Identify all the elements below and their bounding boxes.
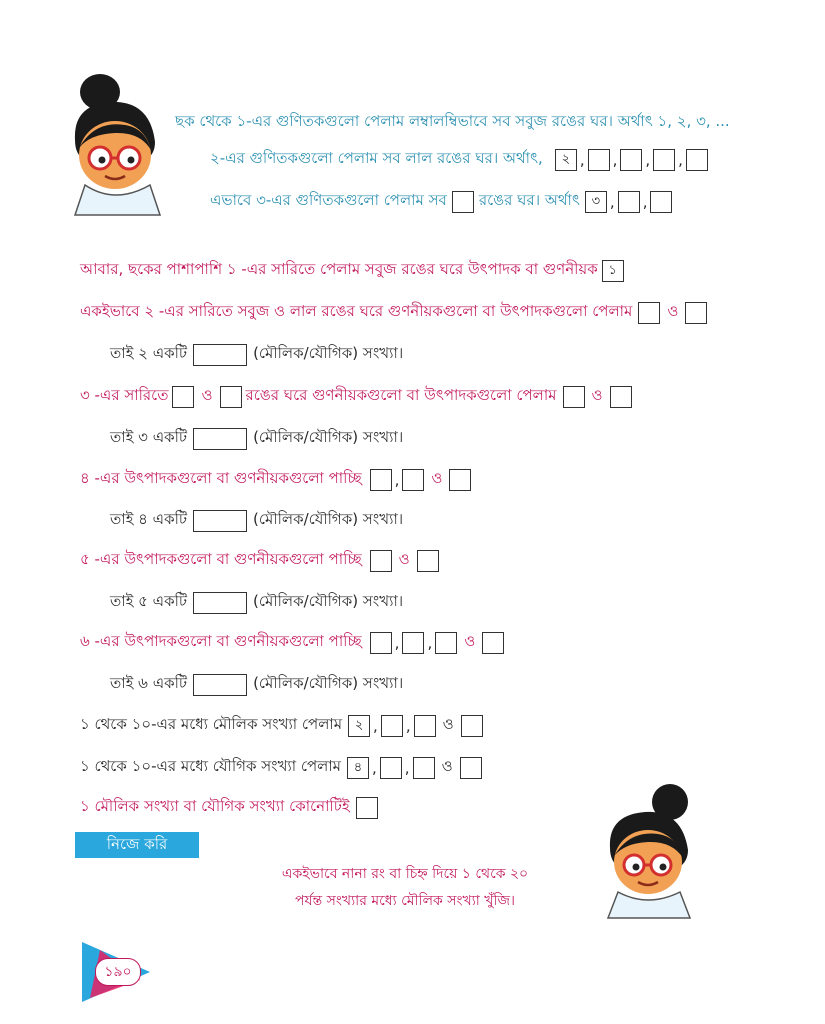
- answer-box[interactable]: ১: [602, 260, 624, 282]
- intro-line-3: [210, 189, 674, 214]
- answer-box[interactable]: [414, 715, 436, 737]
- row-factor-3-text-a: ৩ -এর সারিতে: [80, 386, 169, 404]
- row-tai-4-text-a: তাই ৪ একটি: [110, 510, 188, 528]
- answer-box[interactable]: [563, 386, 585, 408]
- row-primes: [80, 713, 485, 738]
- row-primes-text: ১ থেকে ১০-এর মধ্যে মৌলিক সংখ্যা পেলাম: [80, 715, 343, 733]
- row-composites-text: ১ থেকে ১০-এর মধ্যে যৌগিক সংখ্যা পেলাম: [80, 757, 342, 775]
- conjunction-o: ও: [441, 757, 453, 775]
- comma: ,: [404, 758, 410, 777]
- answer-box[interactable]: [435, 632, 457, 654]
- row-factor-6-text: ৬ -এর উৎপাদকগুলো বা গুণনীয়কগুলো পাচ্ছি: [80, 632, 362, 650]
- conjunction-o: ও: [667, 302, 679, 320]
- answer-box[interactable]: ৪: [347, 757, 369, 779]
- conjunction-o: ও: [464, 632, 476, 650]
- closing-line-1: [235, 862, 575, 886]
- conjunction-o: ও: [398, 550, 410, 568]
- answer-box[interactable]: [610, 386, 632, 408]
- row-tai-2-text-a: তাই ২ একটি: [110, 344, 188, 362]
- conjunction-o: ও: [431, 469, 443, 487]
- comma: ,: [579, 150, 585, 169]
- answer-box[interactable]: [686, 149, 708, 171]
- answer-box[interactable]: [482, 632, 504, 654]
- prime-composite-box[interactable]: [193, 510, 247, 532]
- intro-line-2: [210, 147, 710, 172]
- answer-box[interactable]: [402, 632, 424, 654]
- prime-composite-box[interactable]: [193, 428, 247, 450]
- comma: ,: [405, 716, 411, 735]
- answer-box[interactable]: ২: [348, 715, 370, 737]
- color-answer-box[interactable]: [452, 191, 474, 213]
- color-answer-box[interactable]: [172, 386, 194, 408]
- comma: ,: [394, 633, 400, 652]
- row-tai-6-text-a: তাই ৬ একটি: [110, 674, 188, 692]
- row-tai-5-text-b: (মৌলিক/যৌগিক) সংখ্যা।: [253, 592, 404, 610]
- row-factor-3: [80, 384, 634, 409]
- answer-box[interactable]: [638, 302, 660, 324]
- comma: ,: [427, 633, 433, 652]
- answer-box[interactable]: [461, 715, 483, 737]
- row-tai-3: [110, 426, 403, 451]
- answer-box[interactable]: [685, 302, 707, 324]
- conjunction-o: ও: [591, 386, 603, 404]
- section-tag-label: নিজে করি: [106, 834, 168, 853]
- answer-box[interactable]: [413, 757, 435, 779]
- row-factor-2-text: একইভাবে ২ -এর সারিতে সবুজ ও লাল রঙের ঘরে গুণনীয়কগুলো বা উৎপাদকগুলো পেলাম: [80, 302, 633, 320]
- row-factor-5-text: ৫ -এর উৎপাদকগুলো বা গুণনীয়কগুলো পাচ্ছি: [80, 550, 362, 568]
- prime-composite-box[interactable]: [193, 592, 247, 614]
- row-factor-4-text: ৪ -এর উৎপাদকগুলো বা গুণনীয়কগুলো পাচ্ছি: [80, 469, 362, 487]
- section-tag-do-yourself: [75, 832, 199, 858]
- row-factor-1-text: আবার, ছকের পাশাপাশি ১ -এর সারিতে পেলাম সবুজ রঙের ঘরে উৎপাদক বা গুণনীয়ক: [80, 260, 598, 278]
- answer-box[interactable]: [370, 550, 392, 572]
- answer-box[interactable]: [620, 149, 642, 171]
- answer-box[interactable]: [380, 757, 402, 779]
- answer-box[interactable]: [618, 191, 640, 213]
- row-factor-2: [80, 300, 709, 325]
- answer-box[interactable]: [402, 469, 424, 491]
- intro-line-2-text: ২-এর গুণিতকগুলো পেলাম সব লাল রঙের ঘর। অর্থাৎ,: [210, 149, 543, 167]
- intro-line-1: [175, 110, 730, 135]
- conjunction-o: ও: [201, 386, 213, 404]
- closing-line-2-text: পর্যন্ত সংখ্যার মধ্যে মৌলিক সংখ্যা খুঁজি।: [294, 893, 516, 909]
- answer-box[interactable]: [650, 191, 672, 213]
- intro-line-3-text-a: এভাবে ৩-এর গুণিতকগুলো পেলাম সব: [210, 191, 447, 209]
- comma: ,: [642, 192, 648, 211]
- row-factor-4: [80, 467, 473, 492]
- row-tai-3-text-a: তাই ৩ একটি: [110, 428, 188, 446]
- conjunction-o: ও: [442, 715, 454, 733]
- page-number: [95, 958, 141, 986]
- row-one-neither: [80, 795, 380, 820]
- girl-illustration-top: [55, 70, 185, 220]
- row-tai-5-text-a: তাই ৫ একটি: [110, 592, 188, 610]
- row-factor-1: [80, 258, 626, 283]
- intro-line-1-text: ছক থেকে ১-এর গুণিতকগুলো পেলাম লম্বালম্বিভাবে সব সবুজ রঙের ঘর। অর্থাৎ ১, ২, ৩, ...: [175, 112, 730, 130]
- comma: ,: [678, 150, 683, 169]
- answer-box[interactable]: [417, 550, 439, 572]
- answer-box[interactable]: [449, 469, 471, 491]
- answer-box[interactable]: [356, 797, 378, 819]
- row-factor-6: [80, 630, 506, 655]
- prime-composite-box[interactable]: [193, 674, 247, 696]
- row-factor-5: [80, 548, 441, 573]
- row-one-neither-text: ১ মৌলিক সংখ্যা বা যৌগিক সংখ্যা কোনোটিই: [80, 797, 350, 815]
- row-tai-2-text-b: (মৌলিক/যৌগিক) সংখ্যা।: [253, 344, 404, 362]
- answer-box[interactable]: ৩: [585, 191, 607, 213]
- closing-line-1-text: একইভাবে নানা রং বা চিহ্ন দিয়ে ১ থেকে ২০: [281, 866, 529, 882]
- row-tai-3-text-b: (মৌলিক/যৌগিক) সংখ্যা।: [253, 428, 404, 446]
- page-number-text: ১৯০: [104, 964, 132, 980]
- answer-box[interactable]: [588, 149, 610, 171]
- row-tai-4-text-b: (মৌলিক/যৌগিক) সংখ্যা।: [253, 510, 404, 528]
- comma: ,: [373, 716, 378, 735]
- girl-illustration-bottom: [590, 780, 710, 920]
- row-factor-3-text-b: রঙের ঘরে গুণনীয়কগুলো বা উৎপাদকগুলো পেলাম: [245, 386, 557, 404]
- comma: ,: [645, 150, 651, 169]
- row-composites: [80, 755, 484, 780]
- color-answer-box[interactable]: [220, 386, 242, 408]
- answer-box[interactable]: ২: [555, 149, 577, 171]
- answer-box[interactable]: [370, 469, 392, 491]
- answer-box[interactable]: [381, 715, 403, 737]
- comma: ,: [394, 470, 400, 489]
- comma: ,: [372, 758, 377, 777]
- closing-line-2: [235, 889, 575, 913]
- answer-box[interactable]: [370, 632, 392, 654]
- comma: ,: [609, 192, 615, 211]
- row-tai-6-text-b: (মৌলিক/যৌগিক) সংখ্যা।: [253, 674, 404, 692]
- answer-box[interactable]: [653, 149, 675, 171]
- prime-composite-box[interactable]: [193, 344, 247, 366]
- comma: ,: [612, 150, 618, 169]
- intro-line-3-text-b: রঙের ঘর। অর্থাৎ: [478, 191, 580, 209]
- answer-box[interactable]: [460, 757, 482, 779]
- row-tai-6: [110, 672, 403, 697]
- row-tai-2: [110, 342, 403, 367]
- row-tai-5: [110, 590, 403, 615]
- row-tai-4: [110, 508, 403, 533]
